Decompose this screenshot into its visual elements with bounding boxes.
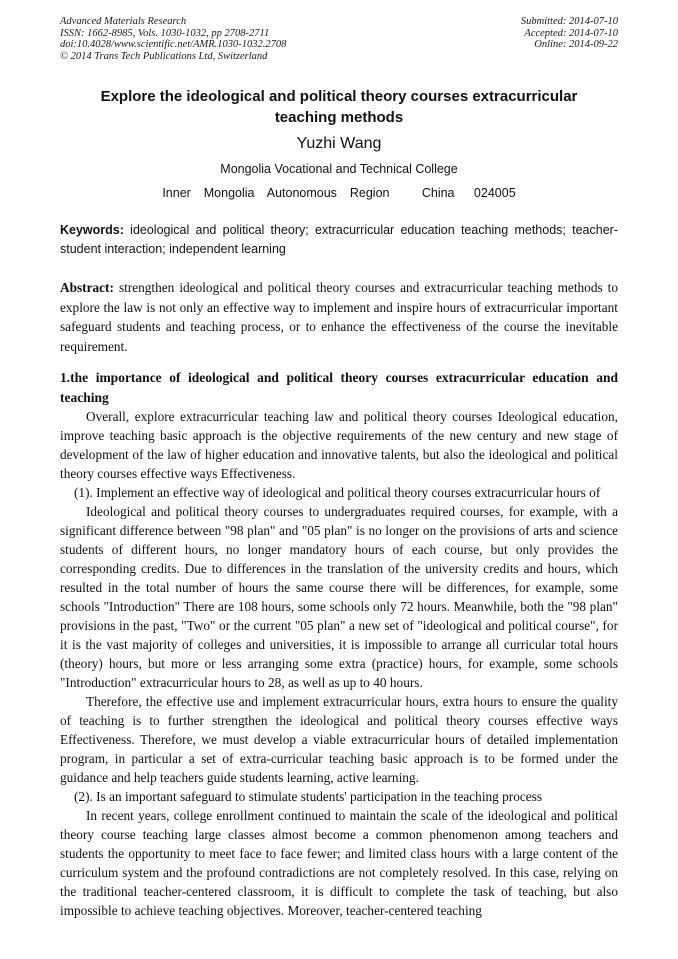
keywords-block [60,221,618,259]
list-item-2: (2). Is an important safeguard to stimulate students' participation in the teaching process [74,789,543,804]
section-1-heading: 1.the importance of ideological and political theory courses extracurricular education and teaching [60,370,618,405]
abstract-label: Abstract: [60,280,114,295]
accepted-date: Accepted: 2014-07-10 [524,27,618,39]
abstract-block [60,278,618,356]
paragraph: In recent years, college enrollment continued to maintain the scale of the ideological and political theory course teaching large classes almost become a common phenomenon among teachers and students the opportunity to meet face to face fewer; and limited class hours with a large content of the curriculum system and the profound contradictions are not completely resolved. In this case, relying on the traditional teacher-centered classroom, it is difficult to complete the task of teaching, but also impossible to achieve teaching objectives. Moreover, teacher-centered teaching [60,808,618,918]
online-date: Online: 2014-09-22 [534,39,618,50]
paragraph: Therefore, the effective use and implement extracurricular hours, extra hours to ensure the quality of teaching is to further strengthen the ideological and political theory courses effective ways Effectiveness. Therefore, we must develop a viable extracurricular hours of detailed implementation program, in particular a set of extra-curricular teaching basic approach is to be formed under the guidance and help teachers guide students learning, active learning. [60,694,618,785]
author-name: Yuzhi Wang [296,135,382,152]
affiliation: Mongolia Vocational and Technical College [220,162,458,176]
address-line: Inner Mongolia Autonomous Region China 024005 [162,186,516,200]
list-item-1: (1). Implement an effective way of ideological and political theory courses extracurricular hours of [74,485,601,500]
paragraph: Ideological and political theory courses to undergraduates required courses, for example, with a significant difference between "98 plan" and "05 plan" is no longer on the provisions of arts and science students of different hours, no longer mandatory hours of each course, but only provides the corresponding credits. Due to differences in the translation of the university credits and hours, which resulted in the total number of hours the same course there will be differences, for example, some schools "Introduction" There are 108 hours, some schools only 72 hours. Meanwhile, both the "98 plan" provisions in the past, "Two" or the current "05 plan" a new set of "ideological and political course", for it is the vast majority of colleges and universities, it is impossible to arrange all curricular total hours (theory) hours, but more or less arranging some extra (practice) hours, for example, some schools "Introduction" extracurricular hours to 28, as well as up to 40 hours. [60,504,618,690]
copyright-line: © 2014 Trans Tech Publications Ltd, Switzerland [60,50,268,62]
section-1-body [60,407,618,920]
keywords-text: ideological and political theory; extracurricular education teaching methods; teacher-student interaction; independent learning [60,223,618,256]
paragraph: Overall, explore extracurricular teaching law and political theory courses Ideological education, improve teaching basic approach is the objective requirements of the new century and new stage of development of the law of higher education and innovative talents, but also the ideological and political theory courses effective ways Effectiveness. [60,409,618,481]
submission-dates [521,16,618,62]
keywords-label: Keywords: [60,223,124,237]
submitted-date: Submitted: 2014-07-10 [520,16,618,27]
issn-line: ISSN: 1662-8985, Vols. 1030-1032, pp 2708-2711 [60,27,270,39]
journal-info [60,16,286,62]
journal-name: Advanced Materials Research [60,16,187,27]
journal-header [60,16,618,62]
doi-line: doi:10.4028/www.scientific.net/AMR.1030-1032.2708 [60,39,287,50]
paper-title: Explore the ideological and political theory courses extracurricular teaching methods [100,88,578,126]
abstract-text: strengthen ideological and political theory courses and extracurricular teaching methods to explore the law is not only an effective way to implement and inspire hours of extracurricular important safeguard students and teaching process, or to enhance the effectiveness of the course the inevitable requirement. [60,280,618,354]
